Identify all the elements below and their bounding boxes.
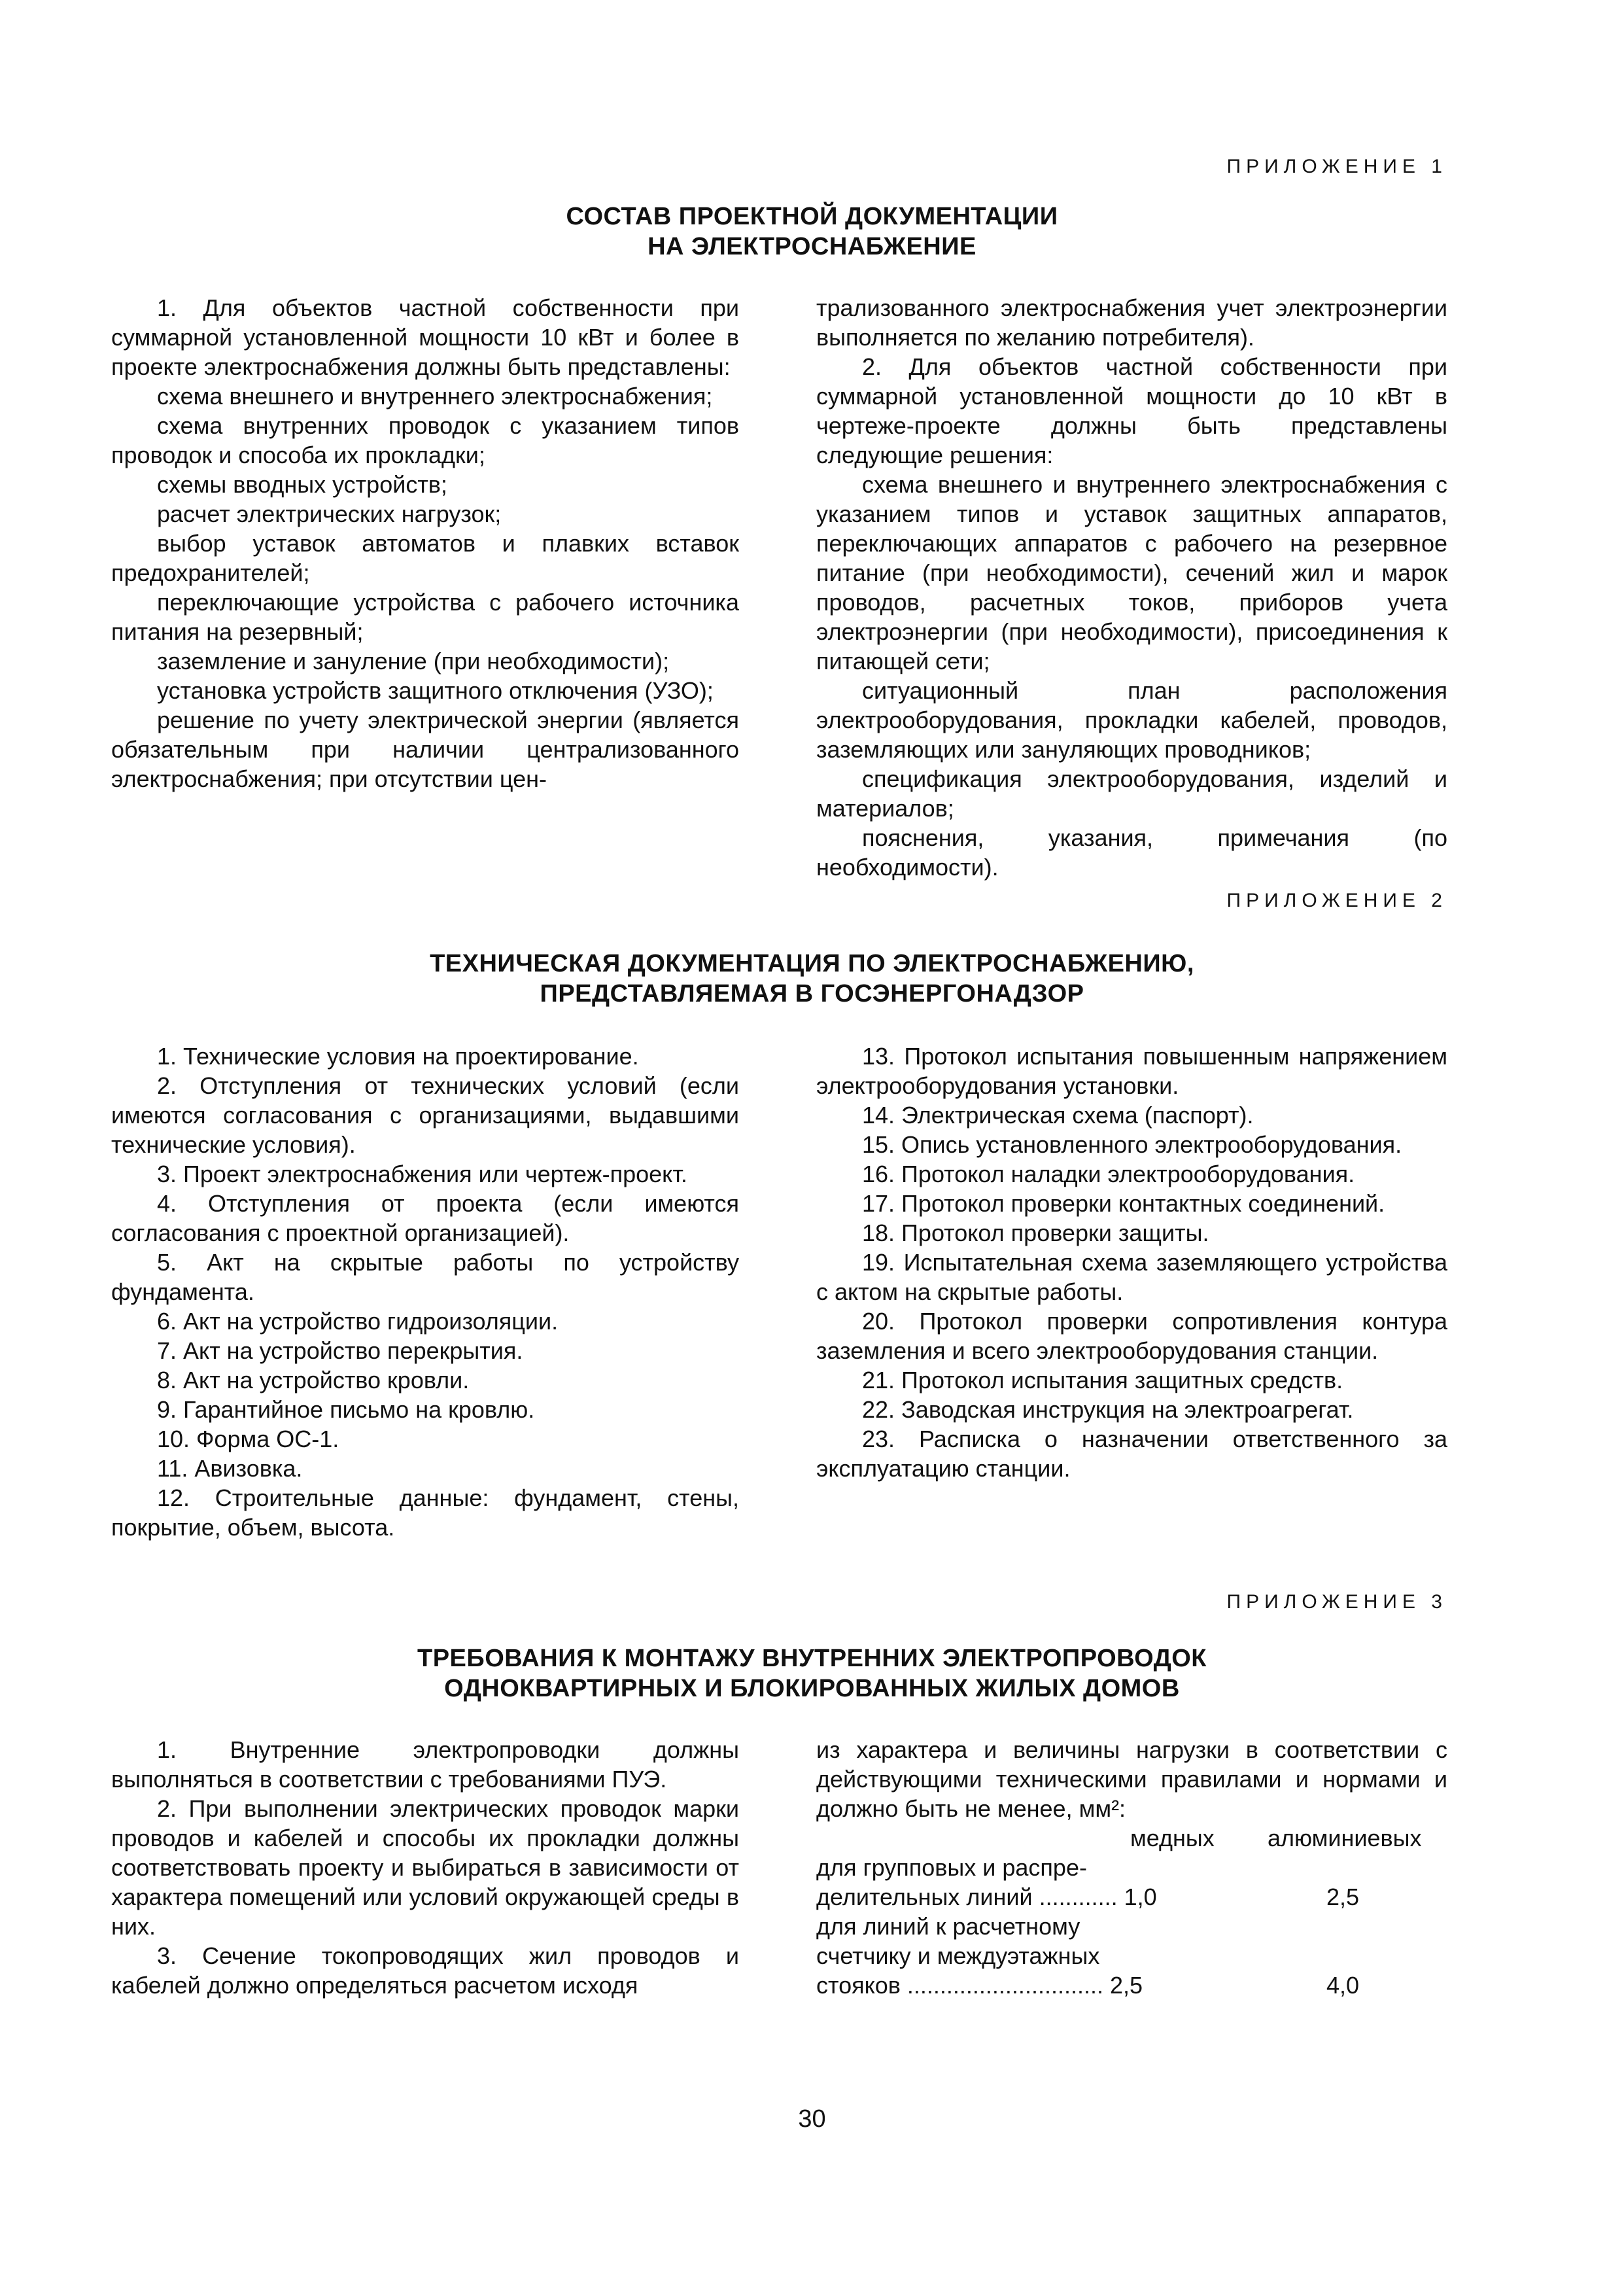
list-item: 9. Гарантийное письмо на кровлю. — [157, 1396, 535, 1423]
paragraph: пояснения, указания, примечания (по необходимости). — [816, 824, 1447, 881]
paragraph: из характера и величины нагрузки в соответствии с действующими техническими правилами и нормами и должно быть не менее, мм²: — [816, 1736, 1447, 1822]
paragraph: трализованного электроснабжения учет электроэнергии выполняется по желанию потребителя). — [816, 294, 1447, 351]
table-row — [816, 1882, 1447, 1912]
paragraph: выбор уставок автоматов и плавких вставок предохранителей; — [111, 530, 739, 586]
list-item: 2. Отступления от технических условий (если имеются согласования с организациями, выдавшими технические условия). — [111, 1072, 739, 1158]
paragraph: схемы вводных устройств; — [157, 471, 447, 498]
row-label-with-copper-value: делительных линий ............ 1,0 — [816, 1883, 1157, 1910]
list-item: 7. Акт на устройство перекрытия. — [157, 1337, 523, 1364]
list-item: 21. Протокол испытания защитных средств. — [862, 1367, 1343, 1393]
appendix-2-title-line-1: ТЕХНИЧЕСКАЯ ДОКУМЕНТАЦИЯ ПО ЭЛЕКТРОСНАБЖЕНИЮ, — [430, 950, 1194, 977]
paragraph: 3. Сечение токопроводящих жил проводов и кабелей должно определяться расчетом исходя — [111, 1942, 739, 1999]
paragraph: спецификация электрооборудования, изделий и материалов; — [816, 765, 1447, 822]
list-item: 18. Протокол проверки защиты. — [862, 1219, 1209, 1246]
list-item: 3. Проект электроснабжения или чертеж-проект. — [157, 1161, 687, 1187]
paragraph: 2. При выполнении электрических проводок марки проводов и кабелей и способы их прокладки должны соответствовать проекту и выбираться в зависимости от характера помещений или условий окружающей среды в них. — [111, 1795, 739, 1940]
appendix-3-title-line-1: ТРЕБОВАНИЯ К МОНТАЖУ ВНУТРЕННИХ ЭЛЕКТРОПРОВОДОК — [417, 1645, 1207, 1672]
appendix-2-label: ПРИЛОЖЕНИЕ 2 — [1226, 890, 1447, 911]
list-item: 23. Расписка о назначении ответственного за эксплуатацию станции. — [816, 1426, 1447, 1482]
appendix-1-title-line-1: СОСТАВ ПРОЕКТНОЙ ДОКУМЕНТАЦИИ — [566, 203, 1058, 230]
appendix-2-title-line-2: ПРЕДСТАВЛЯЕМАЯ В ГОСЭНЕРГОНАДЗОР — [540, 980, 1084, 1007]
list-item: 19. Испытательная схема заземляющего устройства с актом на скрытые работы. — [816, 1249, 1447, 1305]
paragraph: решение по учету электрической энергии (является обязательным при наличии централизованного электроснабжения; при отсутствии цен- — [111, 707, 739, 792]
table-row — [816, 1941, 1447, 1971]
aluminum-value: 4,0 — [1326, 1972, 1360, 1999]
paragraph: 1. Для объектов частной собственности при суммарной установленной мощности 10 кВт и более в проекте электроснабжения должны быть представлены: — [111, 294, 739, 380]
list-item: 6. Акт на устройство гидроизоляции. — [157, 1308, 559, 1335]
paragraph: заземление и зануление (при необходимости); — [157, 648, 670, 674]
cross-section-table — [816, 1823, 1447, 2000]
paragraph: схема внешнего и внутреннего электроснабжения; — [157, 383, 713, 410]
list-item: 1. Технические условия на проектирование. — [157, 1043, 639, 1070]
appendix-3-left-column — [111, 1735, 739, 2000]
list-item: 11. Авизовка. — [157, 1455, 303, 1482]
paragraph: схема внутренних проводок с указанием типов проводок и способа их прокладки; — [111, 412, 739, 468]
paragraph: установка устройств защитного отключения (УЗО); — [157, 677, 714, 704]
table-header — [816, 1823, 1447, 1853]
list-item: 4. Отступления от проекта (если имеются согласования с проектной организацией). — [111, 1190, 739, 1246]
row-label-with-copper-value: стояков .............................. 2,5 — [816, 1972, 1143, 1999]
list-item: 12. Строительные данные: фундамент, стены, покрытие, объем, высота. — [111, 1484, 739, 1541]
appendix-1-left-column — [111, 293, 739, 794]
table-row — [816, 1971, 1447, 2000]
appendix-3-label: ПРИЛОЖЕНИЕ 3 — [1226, 1591, 1447, 1613]
appendix-1-label: ПРИЛОЖЕНИЕ 1 — [1226, 156, 1447, 177]
list-item: 14. Электрическая схема (паспорт). — [862, 1102, 1254, 1129]
page-number: 30 — [798, 2105, 826, 2133]
table-row — [816, 1853, 1447, 1882]
paragraph: ситуационный план расположения электрооборудования, прокладки кабелей, проводов, заземляющих или зануляющих проводников; — [816, 677, 1447, 763]
appendix-3-title — [111, 1643, 1513, 1704]
aluminum-value: 2,5 — [1326, 1883, 1360, 1910]
appendix-2-left-column — [111, 1042, 739, 1542]
list-item: 13. Протокол испытания повышенным напряжением электрооборудования установки. — [816, 1043, 1447, 1099]
appendix-2-title — [111, 949, 1513, 1009]
appendix-1-title-line-2: НА ЭЛЕКТРОСНАБЖЕНИЕ — [648, 233, 976, 260]
appendix-3-title-line-2: ОДНОКВАРТИРНЫХ И БЛОКИРОВАННЫХ ЖИЛЫХ ДОМОВ — [444, 1675, 1180, 1702]
appendix-2-right-column — [816, 1042, 1447, 1483]
appendix-3-right-column — [816, 1735, 1447, 1823]
list-item: 8. Акт на устройство кровли. — [157, 1367, 470, 1393]
row-label: для линий к расчетному — [816, 1913, 1080, 1940]
row-label: для групповых и распре- — [816, 1854, 1087, 1881]
paragraph: 2. Для объектов частной собственности при суммарной установленной мощности до 10 кВт в чертеже-проекте должны быть представлены следующие решения: — [816, 353, 1447, 468]
paragraph: схема внешнего и внутреннего электроснабжения с указанием типов и уставок защитных аппаратов, переключающих аппаратов с рабочего на резервное питание (при необходимости), сечений жил и марок проводов, расчетных токов, приборов учета электроэнергии (при необходимости), присоединения к питающей сети; — [816, 471, 1447, 674]
appendix-1-title — [111, 201, 1513, 262]
column-header-copper: медных — [1130, 1825, 1215, 1851]
table-row — [816, 1912, 1447, 1941]
column-header-aluminum: алюминиевых — [1268, 1825, 1422, 1851]
appendix-1-right-column — [816, 293, 1447, 882]
paragraph: 1. Внутренние электропроводки должны выполняться в соответствии с требованиями ПУЭ. — [111, 1736, 739, 1793]
list-item: 22. Заводская инструкция на электроагрегат. — [862, 1396, 1354, 1423]
list-item: 15. Опись установленного электрооборудования. — [862, 1131, 1402, 1158]
list-item: 16. Протокол наладки электрооборудования. — [862, 1161, 1355, 1187]
row-label: счетчику и междуэтажных — [816, 1942, 1100, 1969]
paragraph: расчет электрических нагрузок; — [157, 500, 502, 527]
paragraph: переключающие устройства с рабочего источника питания на резервный; — [111, 589, 739, 645]
list-item: 10. Форма ОС-1. — [157, 1426, 339, 1452]
list-item: 5. Акт на скрытые работы по устройству фундамента. — [111, 1249, 739, 1305]
list-item: 17. Протокол проверки контактных соединений. — [862, 1190, 1385, 1217]
list-item: 20. Протокол проверки сопротивления контура заземления и всего электрооборудования станции. — [816, 1308, 1447, 1364]
